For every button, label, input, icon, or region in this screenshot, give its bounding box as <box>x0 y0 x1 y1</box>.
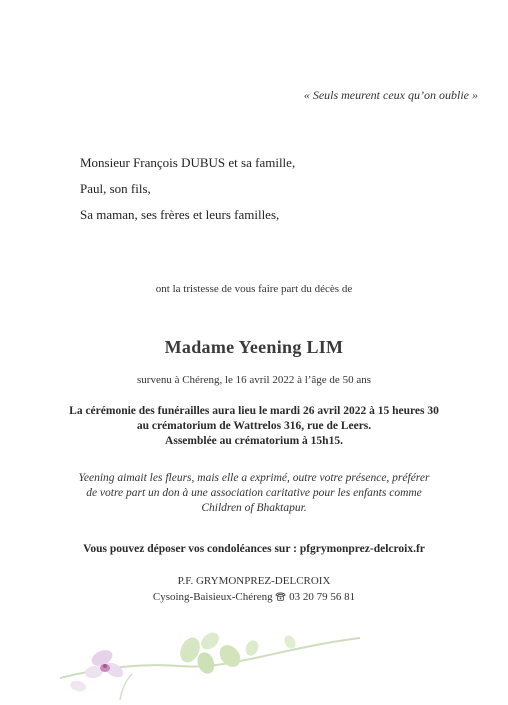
message-line: Children of Bhaktapur. <box>201 502 307 514</box>
ceremony-details <box>0 404 508 449</box>
condolences-line <box>0 543 508 555</box>
family-line: Paul, son fils, <box>80 181 151 196</box>
condolences-prefix: Vous pouvez déposer vos condoléances sur : <box>83 543 300 555</box>
deceased-details: survenu à Chéreng, le 16 avril 2022 à l’âge de 50 ans <box>137 374 371 386</box>
funeral-home-location: Cysoing-Baisieux-Chéreng <box>152 591 273 603</box>
ceremony-line: Assemblée au crématorium à 15h15. <box>165 435 343 447</box>
funeral-home-block <box>0 573 508 605</box>
family-line: Monsieur François DUBUS et sa famille, <box>80 155 296 170</box>
donation-message <box>0 471 508 516</box>
ceremony-line: La cérémonie des funérailles aura lieu le mardi 26 avril 2022 à 15 heures 30 <box>69 405 439 417</box>
message-line: Yeening aimait les fleurs, mais elle a exprimé, outre votre présence, préférer <box>78 472 430 484</box>
funeral-home-contact <box>0 589 508 605</box>
orchid-decoration-image <box>60 608 360 700</box>
announcement-text: ont la tristesse de vous faire part du décès de <box>155 283 353 295</box>
deceased-name: Madame Yeening LIM <box>164 337 344 357</box>
epigraph-quote: « Seuls meurent ceux qu’on oublie » <box>303 88 478 102</box>
message-line: de votre part un don à une association caritative pour les enfants comme <box>86 487 422 499</box>
telephone-icon <box>275 590 286 599</box>
funeral-home-phone: 03 20 79 56 81 <box>289 591 356 603</box>
ceremony-line: au crématorium de Wattrelos 316, rue de Leers. <box>136 420 372 432</box>
family-list <box>80 150 295 228</box>
funeral-home-name: P.F. GRYMONPREZ-DELCROIX <box>177 575 331 587</box>
condolences-website-link[interactable]: pfgrymonprez-delcroix.fr <box>299 543 425 555</box>
family-line: Sa maman, ses frères et leurs familles, <box>80 207 280 222</box>
